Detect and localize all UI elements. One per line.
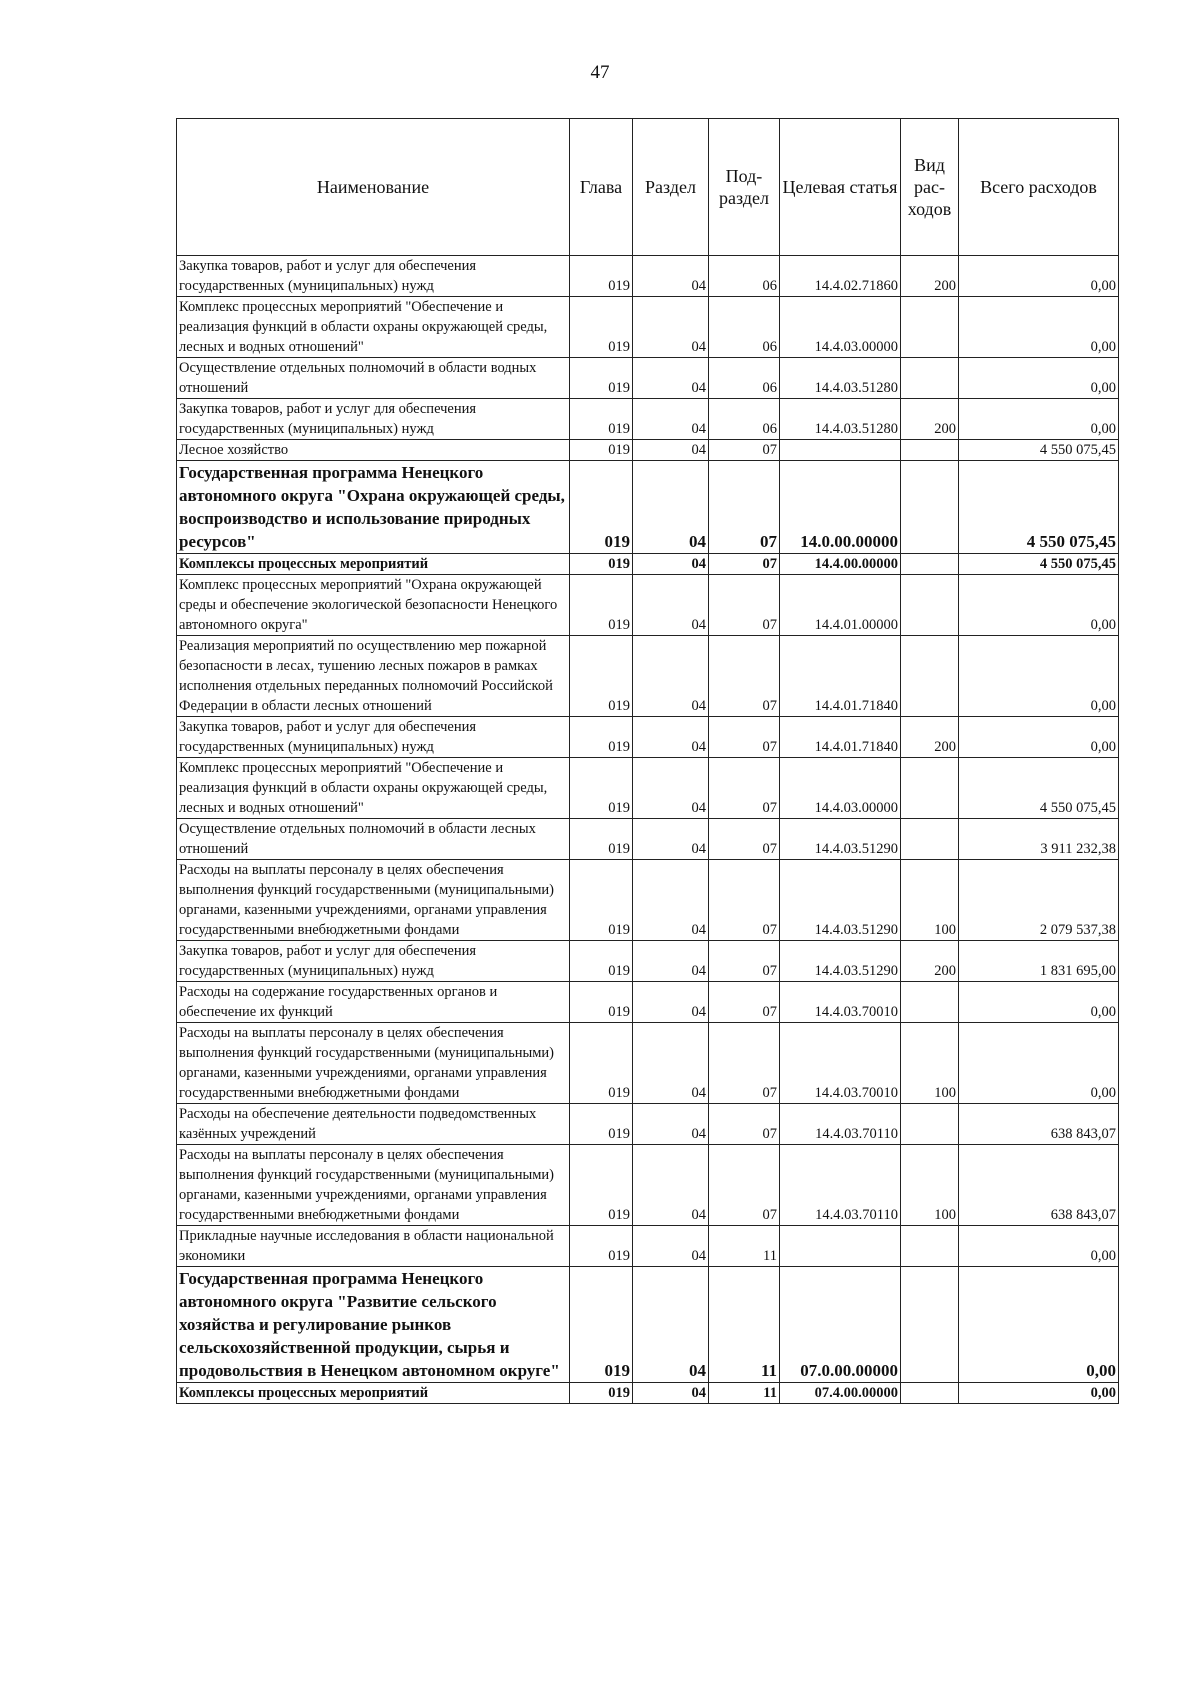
cell-podrazdel: 07 [709, 461, 780, 554]
table-row [177, 461, 1119, 554]
cell-total: 0,00 [959, 1023, 1119, 1104]
cell-podrazdel: 07 [709, 717, 780, 758]
table-row [177, 941, 1119, 982]
cell-statya: 14.4.03.51280 [780, 358, 901, 399]
cell-podrazdel: 07 [709, 1104, 780, 1145]
cell-statya: 14.4.03.00000 [780, 297, 901, 358]
cell-razdel: 04 [633, 440, 709, 461]
cell-total: 0,00 [959, 717, 1119, 758]
cell-glava: 019 [570, 1104, 633, 1145]
cell-vid [901, 982, 959, 1023]
cell-name: Лесное хозяйство [177, 440, 570, 461]
table-row [177, 399, 1119, 440]
table-row [177, 1267, 1119, 1383]
cell-glava: 019 [570, 758, 633, 819]
cell-statya: 14.4.00.00000 [780, 554, 901, 575]
cell-total: 0,00 [959, 358, 1119, 399]
cell-total: 0,00 [959, 1267, 1119, 1383]
cell-total: 0,00 [959, 982, 1119, 1023]
cell-statya: 14.4.01.71840 [780, 636, 901, 717]
cell-podrazdel: 07 [709, 860, 780, 941]
cell-vid: 200 [901, 717, 959, 758]
cell-vid: 100 [901, 1023, 959, 1104]
page-number: 47 [590, 62, 610, 83]
cell-name: Комплекс процессных мероприятий "Обеспечение и реализация функций в области охраны окружающей среды, лесных и водных отношений" [177, 758, 570, 819]
cell-statya: 07.4.00.00000 [780, 1383, 901, 1404]
cell-vid [901, 1104, 959, 1145]
cell-name: Закупка товаров, работ и услуг для обеспечения государственных (муниципальных) нужд [177, 717, 570, 758]
cell-razdel: 04 [633, 1023, 709, 1104]
cell-total: 0,00 [959, 1226, 1119, 1267]
cell-razdel: 04 [633, 860, 709, 941]
cell-glava: 019 [570, 554, 633, 575]
cell-vid: 200 [901, 399, 959, 440]
cell-glava: 019 [570, 461, 633, 554]
cell-name: Осуществление отдельных полномочий в области водных отношений [177, 358, 570, 399]
cell-glava: 019 [570, 440, 633, 461]
cell-glava: 019 [570, 1145, 633, 1226]
cell-name: Комплекс процессных мероприятий "Охрана окружающей среды и обеспечение экологической безопасности Ненецкого автономного округа" [177, 575, 570, 636]
cell-total: 0,00 [959, 575, 1119, 636]
header-total: Всего расходов [959, 119, 1119, 256]
header-name: Наименование [177, 119, 570, 256]
cell-razdel: 04 [633, 1383, 709, 1404]
cell-razdel: 04 [633, 1226, 709, 1267]
table-row [177, 1226, 1119, 1267]
cell-statya [780, 440, 901, 461]
header-razdel: Раздел [633, 119, 709, 256]
table-row [177, 256, 1119, 297]
cell-glava: 019 [570, 1226, 633, 1267]
cell-total: 3 911 232,38 [959, 819, 1119, 860]
cell-razdel: 04 [633, 1104, 709, 1145]
cell-glava: 019 [570, 358, 633, 399]
cell-razdel: 04 [633, 575, 709, 636]
cell-glava: 019 [570, 1023, 633, 1104]
cell-razdel: 04 [633, 256, 709, 297]
cell-razdel: 04 [633, 297, 709, 358]
table-row [177, 440, 1119, 461]
cell-total: 4 550 075,45 [959, 758, 1119, 819]
table-row [177, 554, 1119, 575]
cell-vid [901, 758, 959, 819]
cell-glava: 019 [570, 297, 633, 358]
cell-statya: 14.4.03.51290 [780, 860, 901, 941]
cell-glava: 019 [570, 1383, 633, 1404]
cell-podrazdel: 07 [709, 636, 780, 717]
table-header-row [177, 119, 1119, 256]
cell-statya: 14.4.03.51290 [780, 819, 901, 860]
cell-vid [901, 461, 959, 554]
cell-podrazdel: 11 [709, 1267, 780, 1383]
cell-total: 0,00 [959, 636, 1119, 717]
cell-glava: 019 [570, 717, 633, 758]
cell-podrazdel: 11 [709, 1226, 780, 1267]
cell-name: Расходы на выплаты персоналу в целях обеспечения выполнения функций государственными (муниципальными) органами, казенными учреждениями, органами управления государственными внебюджетными фондами [177, 1023, 570, 1104]
cell-vid [901, 1383, 959, 1404]
budget-table [176, 118, 1119, 1404]
cell-razdel: 04 [633, 982, 709, 1023]
cell-podrazdel: 06 [709, 399, 780, 440]
cell-razdel: 04 [633, 636, 709, 717]
cell-statya: 14.0.00.00000 [780, 461, 901, 554]
cell-statya: 14.4.03.00000 [780, 758, 901, 819]
cell-podrazdel: 11 [709, 1383, 780, 1404]
cell-razdel: 04 [633, 399, 709, 440]
cell-name: Государственная программа Ненецкого автономного округа "Развитие сельского хозяйства и регулирование рынков сельскохозяйственной продукции, сырья и продовольствия в Ненецком автономном округе" [177, 1267, 570, 1383]
cell-name: Комплексы процессных мероприятий [177, 1383, 570, 1404]
table-row [177, 1023, 1119, 1104]
cell-razdel: 04 [633, 758, 709, 819]
header-glava: Глава [570, 119, 633, 256]
cell-podrazdel: 07 [709, 982, 780, 1023]
cell-razdel: 04 [633, 941, 709, 982]
cell-vid [901, 575, 959, 636]
cell-total: 638 843,07 [959, 1104, 1119, 1145]
cell-razdel: 04 [633, 1145, 709, 1226]
cell-total: 1 831 695,00 [959, 941, 1119, 982]
table-row [177, 1383, 1119, 1404]
cell-glava: 019 [570, 636, 633, 717]
cell-glava: 019 [570, 1267, 633, 1383]
cell-name: Расходы на выплаты персоналу в целях обеспечения выполнения функций государственными (муниципальными) органами, казенными учреждениями, органами управления государственными внебюджетными фондами [177, 1145, 570, 1226]
table-row [177, 636, 1119, 717]
cell-podrazdel: 07 [709, 819, 780, 860]
cell-total: 4 550 075,45 [959, 554, 1119, 575]
cell-glava: 019 [570, 982, 633, 1023]
cell-podrazdel: 07 [709, 575, 780, 636]
cell-vid [901, 358, 959, 399]
cell-razdel: 04 [633, 554, 709, 575]
table-row [177, 717, 1119, 758]
cell-podrazdel: 07 [709, 554, 780, 575]
cell-total: 0,00 [959, 1383, 1119, 1404]
cell-name: Осуществление отдельных полномочий в области лесных отношений [177, 819, 570, 860]
cell-total: 2 079 537,38 [959, 860, 1119, 941]
cell-name: Прикладные научные исследования в области национальной экономики [177, 1226, 570, 1267]
cell-total: 4 550 075,45 [959, 440, 1119, 461]
cell-total: 638 843,07 [959, 1145, 1119, 1226]
cell-name: Расходы на выплаты персоналу в целях обеспечения выполнения функций государственными (муниципальными) органами, казенными учреждениями, органами управления государственными внебюджетными фондами [177, 860, 570, 941]
cell-statya: 14.4.03.70010 [780, 982, 901, 1023]
cell-vid: 100 [901, 860, 959, 941]
table-body [177, 256, 1119, 1404]
cell-glava: 019 [570, 256, 633, 297]
cell-statya: 14.4.01.71840 [780, 717, 901, 758]
cell-name: Расходы на обеспечение деятельности подведомственных казённых учреждений [177, 1104, 570, 1145]
cell-podrazdel: 06 [709, 256, 780, 297]
cell-statya: 14.4.03.51290 [780, 941, 901, 982]
cell-statya: 07.0.00.00000 [780, 1267, 901, 1383]
cell-glava: 019 [570, 575, 633, 636]
cell-glava: 019 [570, 819, 633, 860]
cell-podrazdel: 07 [709, 1145, 780, 1226]
cell-vid [901, 819, 959, 860]
cell-name: Расходы на содержание государственных органов и обеспечение их функций [177, 982, 570, 1023]
table-row [177, 860, 1119, 941]
header-vid: Вид рас-ходов [901, 119, 959, 256]
table-row [177, 982, 1119, 1023]
cell-statya: 14.4.03.51280 [780, 399, 901, 440]
cell-name: Государственная программа Ненецкого автономного округа "Охрана окружающей среды, воспроизводство и использование природных ресурсов" [177, 461, 570, 554]
cell-total: 0,00 [959, 399, 1119, 440]
cell-razdel: 04 [633, 1267, 709, 1383]
cell-podrazdel: 07 [709, 1023, 780, 1104]
cell-razdel: 04 [633, 819, 709, 860]
cell-statya: 14.4.03.70110 [780, 1104, 901, 1145]
cell-podrazdel: 06 [709, 297, 780, 358]
cell-vid [901, 440, 959, 461]
table-row [177, 819, 1119, 860]
header-statya: Целевая статья [780, 119, 901, 256]
table-row [177, 575, 1119, 636]
table-row [177, 1104, 1119, 1145]
cell-statya [780, 1226, 901, 1267]
cell-razdel: 04 [633, 461, 709, 554]
cell-razdel: 04 [633, 358, 709, 399]
cell-statya: 14.4.01.00000 [780, 575, 901, 636]
cell-name: Реализация мероприятий по осуществлению мер пожарной безопасности в лесах, тушению лесных пожаров в рамках исполнения отдельных переданных полномочий Российской Федерации в области лесных отношений [177, 636, 570, 717]
cell-name: Закупка товаров, работ и услуг для обеспечения государственных (муниципальных) нужд [177, 256, 570, 297]
cell-glava: 019 [570, 860, 633, 941]
cell-podrazdel: 07 [709, 941, 780, 982]
cell-podrazdel: 06 [709, 358, 780, 399]
table-row [177, 1145, 1119, 1226]
cell-glava: 019 [570, 941, 633, 982]
cell-total: 4 550 075,45 [959, 461, 1119, 554]
cell-total: 0,00 [959, 256, 1119, 297]
table-row [177, 297, 1119, 358]
cell-vid [901, 554, 959, 575]
cell-podrazdel: 07 [709, 758, 780, 819]
cell-vid [901, 1226, 959, 1267]
cell-vid: 200 [901, 256, 959, 297]
cell-vid [901, 636, 959, 717]
cell-podrazdel: 07 [709, 440, 780, 461]
cell-glava: 019 [570, 399, 633, 440]
cell-name: Закупка товаров, работ и услуг для обеспечения государственных (муниципальных) нужд [177, 941, 570, 982]
table-row [177, 758, 1119, 819]
cell-total: 0,00 [959, 297, 1119, 358]
cell-razdel: 04 [633, 717, 709, 758]
cell-statya: 14.4.02.71860 [780, 256, 901, 297]
cell-vid [901, 297, 959, 358]
header-podrazdel: Под-раздел [709, 119, 780, 256]
cell-vid: 200 [901, 941, 959, 982]
table-row [177, 358, 1119, 399]
cell-statya: 14.4.03.70110 [780, 1145, 901, 1226]
cell-name: Закупка товаров, работ и услуг для обеспечения государственных (муниципальных) нужд [177, 399, 570, 440]
cell-name: Комплексы процессных мероприятий [177, 554, 570, 575]
cell-vid [901, 1267, 959, 1383]
cell-name: Комплекс процессных мероприятий "Обеспечение и реализация функций в области охраны окружающей среды, лесных и водных отношений" [177, 297, 570, 358]
cell-statya: 14.4.03.70010 [780, 1023, 901, 1104]
cell-vid: 100 [901, 1145, 959, 1226]
